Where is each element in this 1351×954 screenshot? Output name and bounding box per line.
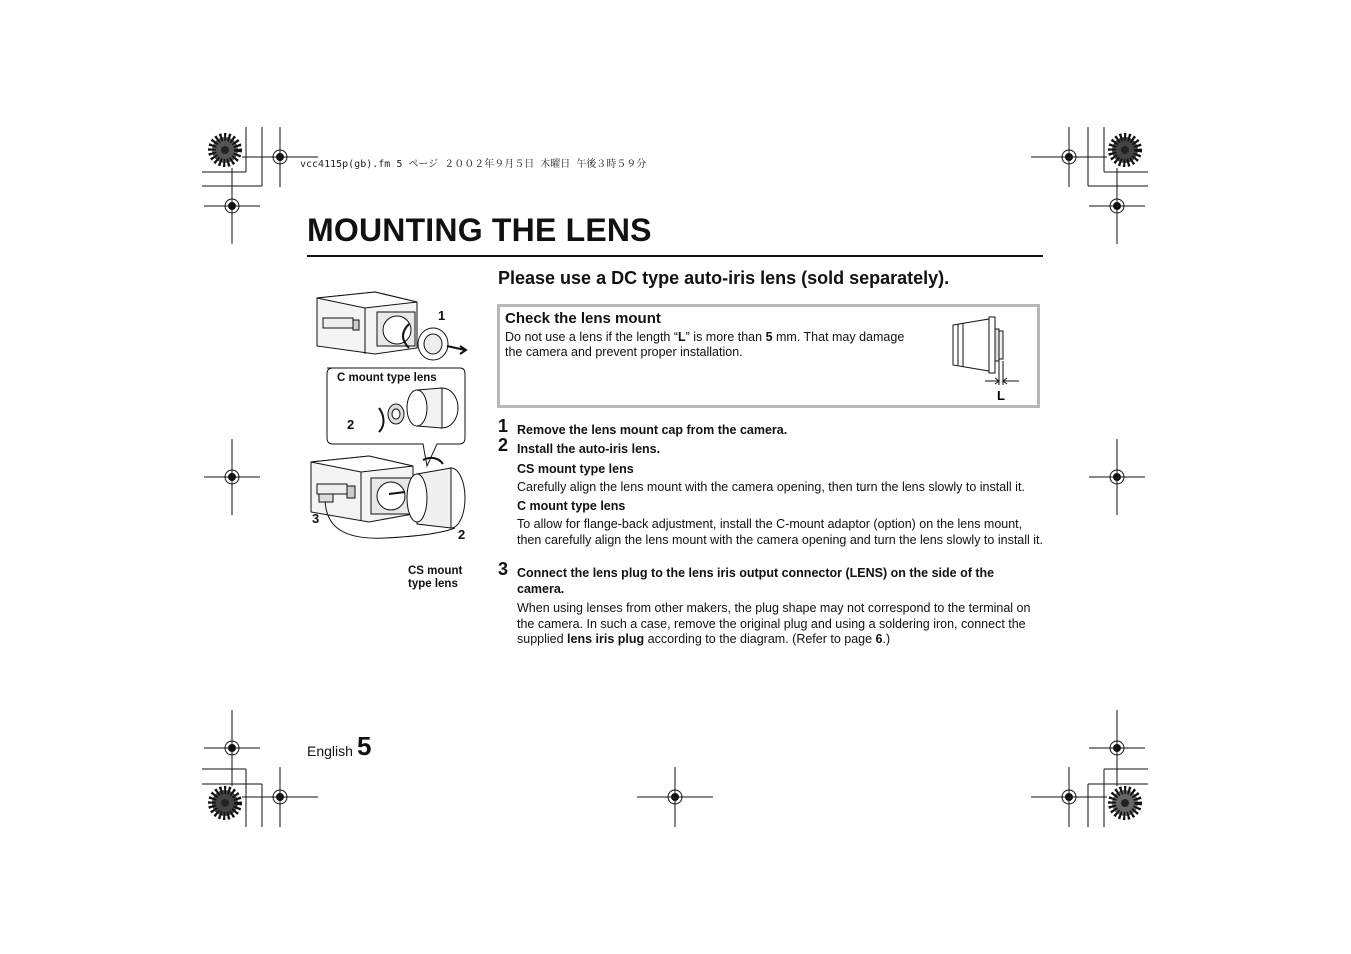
lens-length-diagram xyxy=(945,313,1030,403)
figure-label-2a: 2 xyxy=(347,417,355,432)
check-text-5: 5 xyxy=(765,330,773,344)
title-rule xyxy=(307,255,1043,257)
check-text-part: Do not use a lens if the length “ xyxy=(505,330,679,344)
figure-label-2b: 2 xyxy=(458,527,466,542)
lens-mounting-illustration xyxy=(305,288,485,548)
cs-mount-heading: CS mount type lens xyxy=(517,462,634,476)
step-3-text-part: When using lenses from other makers, the plug shape may not correspond to the terminal on the camera. In such a case, remove the original plug and using a soldering iron, connect the supplied xyxy=(517,601,1031,646)
cs-label-line2: type lens xyxy=(408,578,458,590)
check-text-part: ” is more than xyxy=(685,330,766,344)
page-reference: 6 xyxy=(875,632,883,646)
step-3-text-part: .) xyxy=(882,632,891,646)
file-header-line: vcc4115p(gb).fm 5 ページ ２００２年９月５日 木曜日 午後３時５９分 xyxy=(300,159,647,170)
cs-mount-type-lens-label xyxy=(408,565,462,591)
page-title: MOUNTING THE LENS xyxy=(307,212,652,248)
diagram-label-L: L xyxy=(997,388,1005,403)
step-3-number: 3 xyxy=(498,559,509,579)
page-subtitle: Please use a DC type auto-iris lens (sold separately). xyxy=(498,268,950,288)
c-mount-type-lens-label: C mount type lens xyxy=(337,372,437,384)
footer-language: English xyxy=(307,743,353,759)
step-3-heading: Connect the lens plug to the lens iris output connector (LENS) on the side of the camera. xyxy=(517,566,995,596)
step-3-text xyxy=(517,601,1047,648)
step-1-number: 1 xyxy=(498,416,509,436)
c-mount-heading: C mount type lens xyxy=(517,499,626,513)
check-text-part: mm. That may damage the camera and prevent proper installation. xyxy=(505,330,905,359)
c-mount-text: To allow for flange-back adjustment, install the C-mount adaptor (option) on the lens mount, then carefully align the lens mount with the camera opening and turn the lens slowly to install it. xyxy=(517,517,1043,547)
check-lens-mount-box xyxy=(497,304,1040,408)
cs-label-line1: CS mount xyxy=(408,565,463,577)
footer-page-number: 5 xyxy=(357,731,372,761)
step-2-number: 2 xyxy=(498,435,509,455)
cs-mount-text: Carefully align the lens mount with the camera opening, then turn the lens slowly to install it. xyxy=(517,480,1025,494)
figure-label-3: 3 xyxy=(312,511,320,526)
step-3-text-part: according to the diagram. (Refer to page xyxy=(644,632,876,646)
check-box-text xyxy=(505,330,925,360)
check-text-L: L xyxy=(678,330,686,344)
step-2-heading: Install the auto-iris lens. xyxy=(517,442,661,456)
figure-label-1: 1 xyxy=(438,308,446,323)
step-1-heading: Remove the lens mount cap from the camera. xyxy=(517,423,788,437)
check-box-title: Check the lens mount xyxy=(505,310,661,327)
lens-iris-plug-bold: lens iris plug xyxy=(567,632,645,646)
